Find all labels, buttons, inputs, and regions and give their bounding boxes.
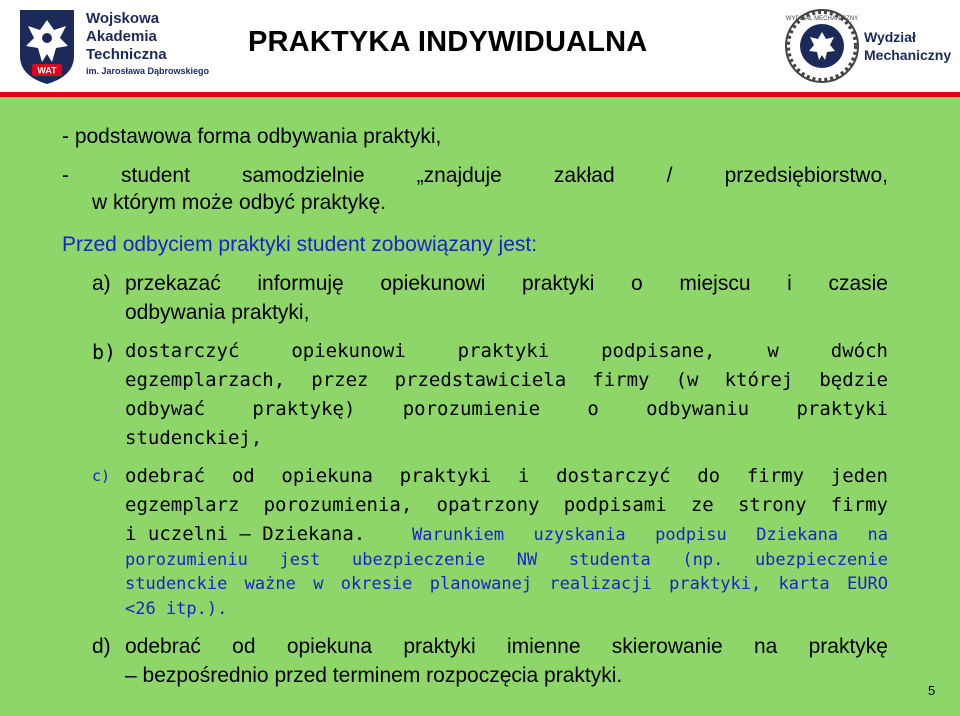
item-c-line-1: odebrać od opiekuna praktyki i dostarczyć do firmy jeden <box>125 465 888 487</box>
item-c-line-2: egzemplarz porozumienia, opatrzony podpisami ze strony firmy <box>125 494 888 516</box>
intro-line-1: - podstawowa forma odbywania praktyki, <box>62 125 442 148</box>
item-b-line-4: studenckiej, <box>125 427 263 449</box>
item-c-label: c) <box>92 467 111 485</box>
intro-line-3: w którym może odbyć praktykę. <box>92 191 387 214</box>
item-c-line-6: <26 itp.). <box>125 599 228 619</box>
item-a-line-1: przekazać informuję opiekunowi praktyki o miejscu i czasie <box>125 272 888 295</box>
item-c-line-4: porozumieniu jest ubezpieczenie NW studenta (np. ubezpieczenie <box>125 550 888 570</box>
obligations-heading: Przed odbyciem praktyki student zobowiązany jest: <box>62 233 538 256</box>
item-b-line-1: dostarczyć opiekunowi praktyki podpisane, w dwóch <box>125 340 888 362</box>
university-name: Wojskowa Akademia Techniczna im. Jarosława Dąbrowskiego <box>86 10 210 76</box>
university-patron: im. Jarosława Dąbrowskiego <box>86 66 210 76</box>
item-d-line-1: odebrać od opiekuna praktyki imienne skierowanie na praktykę <box>125 635 888 658</box>
seal-text: WYDZIAŁ MECHANICZNY <box>785 16 859 22</box>
item-d-label: d) <box>92 635 111 658</box>
item-a-label: a) <box>92 272 111 295</box>
item-b-line-3: odbywać praktykę) porozumienie o odbywaniu praktyki <box>125 398 888 420</box>
slide-title: PRAKTYKA INDYWIDUALNA <box>248 26 648 58</box>
intro-line-2: - student samodzielnie „znajduje zakład / przedsiębiorstwo, <box>62 164 888 187</box>
logo-badge: WAT <box>37 65 57 76</box>
department-name: Wydział Mechaniczny <box>864 29 952 63</box>
item-d-line-2: – bezpośrednio przed terminem rozpoczęcia praktyki. <box>125 664 623 687</box>
department-seal-icon <box>784 8 860 84</box>
item-b-line-2: egzemplarzach, przez przedstawiciela firmy (w której będzie <box>125 369 888 391</box>
item-c-line-3b: Warunkiem uzyskania podpisu Dziekana na <box>412 525 888 545</box>
item-b-label: b) <box>92 340 117 364</box>
wat-eagle-logo-icon <box>14 6 80 86</box>
slide-body <box>0 97 960 716</box>
page-number: 5 <box>928 683 936 698</box>
item-a-line-2: odbywania praktyki, <box>125 301 310 324</box>
item-c-line-5: studenckie ważne w okresie planowanej realizacji praktyki, karta EURO <box>125 574 888 594</box>
item-c-line-3a: i uczelni – Dziekana. <box>125 523 366 545</box>
slide-header <box>0 0 960 92</box>
